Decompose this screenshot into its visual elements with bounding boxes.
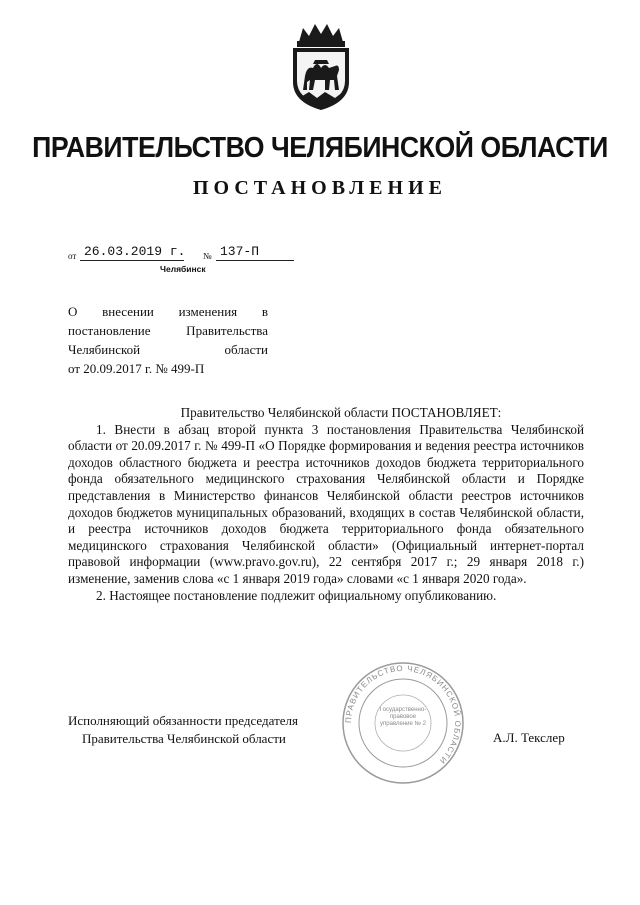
number-label: № bbox=[203, 251, 212, 261]
paragraph-2: 2. Настоящее постановление подлежит официальному опубликованию. bbox=[96, 587, 497, 603]
city-name: Челябинск bbox=[160, 264, 206, 274]
paragraph-1: 1. Внести в абзац второй пункта 3 постановления Правительства Челябинской области от 20.09.2017 г. № 499-П «О Порядке формирования и ведения реестра источников доходов областного бюджета и реестра источников доходов бюджета территориального фонда обязательного медицинского страхования Челябинской области и Порядке представления в Министерство финансов Челябинской области реестров источников доходов бюджетов муниципальных образований, входящих в состав Челябинской области, и реестра источников доходов бюджета территориального фонда обязательного медицинского страхования Челябинской области» (Официальный интернет-портал правовой информации (www.pravo.gov.ru), 22 сентября 2017 г.; 29 января 2018 г.) изменение, заменив слова «с 1 января 2019 года» словами «с 1 января 2020 года». bbox=[68, 421, 584, 586]
official-seal-stamp bbox=[340, 660, 466, 786]
date-value: 26.03.2019 г. bbox=[80, 244, 184, 261]
document-body bbox=[68, 405, 584, 604]
stamp-outer-text: ПРАВИТЕЛЬСТВО ЧЕЛЯБИНСКОЙ ОБЛАСТИ bbox=[343, 663, 463, 766]
position-line-2: Правительства Челябинской области bbox=[82, 731, 286, 746]
number-value: 137-П bbox=[216, 244, 294, 261]
date-label: от bbox=[68, 251, 77, 261]
government-title: ПРАВИТЕЛЬСТВО ЧЕЛЯБИНСКОЙ ОБЛАСТИ bbox=[32, 132, 608, 164]
subject-line: О внесении изменения в bbox=[68, 304, 268, 319]
subject-line: постановление Правительства bbox=[68, 323, 268, 338]
position-line-1: Исполняющий обязанности председателя bbox=[68, 713, 298, 728]
subject-line: Челябинской области bbox=[68, 342, 268, 357]
coat-of-arms-emblem bbox=[285, 20, 357, 112]
stamp-inner-text: Государственно-правовое управление № 2 bbox=[379, 707, 427, 727]
document-type: ПОСТАНОВЛЕНИЕ bbox=[193, 177, 447, 199]
document-subject bbox=[68, 302, 268, 378]
subject-line: от 20.09.2017 г. № 499-П bbox=[68, 361, 205, 376]
signatory-name: А.Л. Текслер bbox=[493, 730, 565, 745]
resolution-lead: Правительство Челябинской области ПОСТАНОВЛЯЕТ: bbox=[180, 405, 502, 420]
signatory-position bbox=[68, 712, 348, 748]
